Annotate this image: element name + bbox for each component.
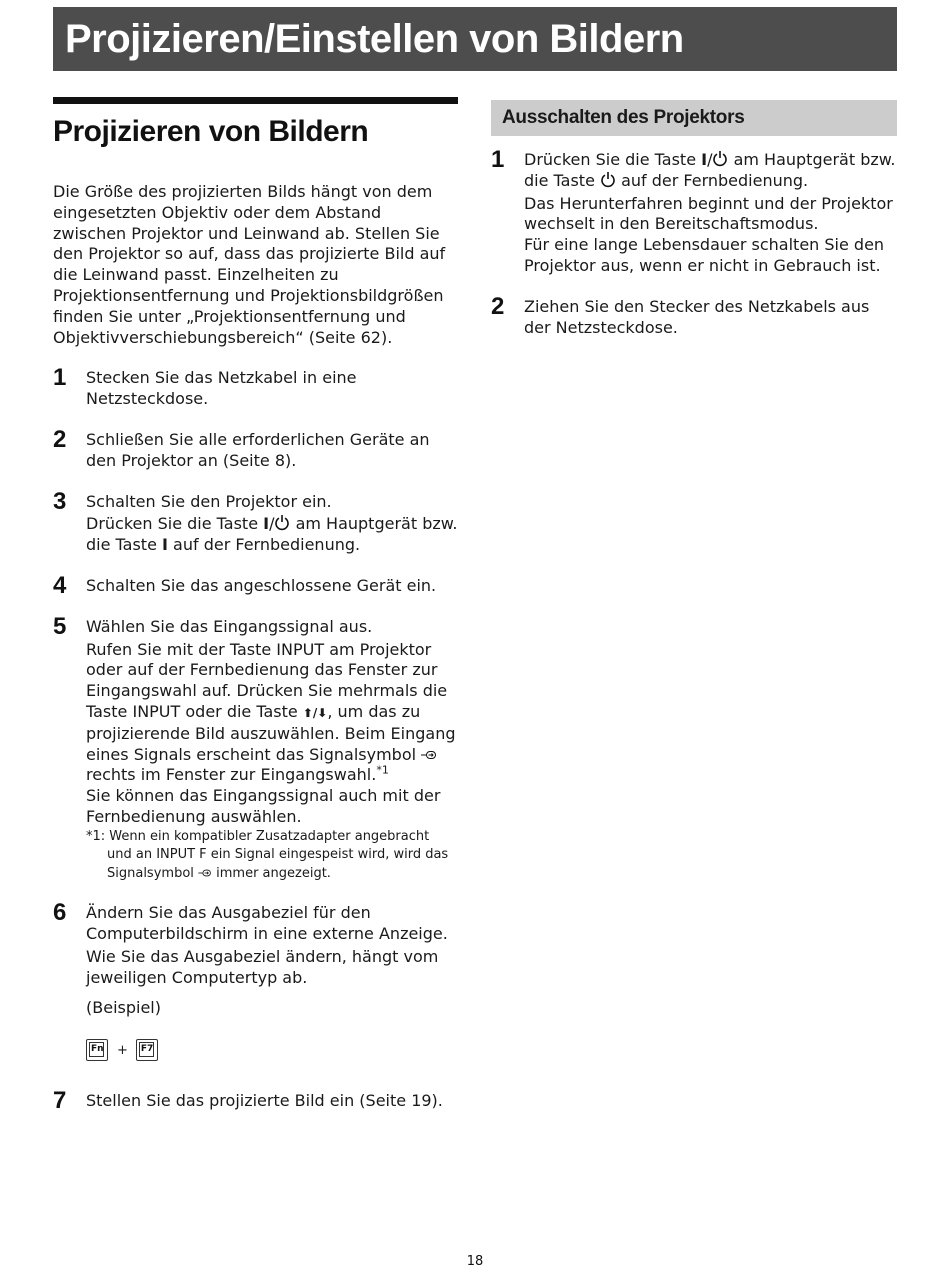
step-3 — [53, 487, 458, 556]
detail-text: auf der Fernbedienung. — [167, 535, 361, 555]
chapter-banner — [53, 7, 897, 71]
detail-text: , um das zu projizierende Bild auszuwählen. Beim Eingang eines Signals erscheint das Signalsymbol — [86, 701, 456, 764]
step-text: Schalten Sie den Projektor ein. — [86, 491, 332, 511]
step-number: 1 — [491, 146, 505, 173]
detail-text: Rufen Sie mit der Taste INPUT am Projektor oder auf der Fernbedienung das Fenster zur Eingangswahl auf. Drücken Sie mehrmals die Taste INPUT oder die Taste — [86, 639, 448, 721]
signal-input-icon — [198, 868, 212, 878]
on-key-glyph: I — [263, 514, 270, 534]
step-number: 4 — [53, 571, 67, 599]
step-5 — [53, 612, 458, 883]
step-detail — [86, 640, 458, 787]
step-text: Drücken Sie die Taste I/ am Hauptgerät bzw. die Taste auf der Fernbedienung. — [524, 150, 896, 190]
step-text: Ändern Sie das Ausgabeziel für den Computerbildschirm in eine externe Anzeige. — [86, 903, 448, 944]
example-label: (Beispiel) — [86, 998, 161, 1018]
step-detail: Für eine lange Lebensdauer schalten Sie den Projektor aus, wenn er nicht in Gebrauch ist. — [524, 235, 885, 275]
detail-text: Drücken Sie die Taste — [86, 514, 264, 534]
plus-sign: + — [117, 1042, 128, 1058]
power-icon — [600, 171, 616, 188]
up-down-arrow-icon: ⬆/⬇ — [302, 705, 328, 720]
step-number: 6 — [53, 899, 67, 927]
signal-input-icon — [421, 749, 437, 761]
step-7 — [53, 1087, 458, 1115]
subsection-heading: Ausschalten des Projektors — [502, 107, 745, 128]
step-number: 2 — [53, 425, 67, 453]
step-1 — [53, 364, 458, 410]
step-text-part: auf der Fernbedienung. — [616, 170, 809, 190]
step-4 — [53, 571, 458, 599]
step-text: Ziehen Sie den Stecker des Netzkabels aus der Netzsteckdose. — [524, 296, 870, 337]
step-text: Schließen Sie alle erforderlichen Geräte an den Projektor an (Seite 8). — [86, 429, 430, 470]
fn-key-icon — [86, 1039, 108, 1061]
left-column — [53, 97, 458, 1115]
step-detail: Sie können das Eingangssignal auch mit der Fernbedienung auswählen. — [86, 786, 441, 826]
key-label: Fn — [89, 1042, 104, 1057]
off-step-2 — [491, 292, 897, 339]
step-detail: Drücken Sie die Taste I/ am Hauptgerät bzw. die Taste I auf der Fernbedienung. — [86, 514, 458, 555]
key-label: F7 — [139, 1042, 154, 1057]
key-combination — [86, 1039, 458, 1061]
step-text: Schalten Sie das angeschlossene Gerät ein. — [86, 575, 437, 595]
on-key-glyph: I — [701, 150, 708, 169]
step-text: Wählen Sie das Eingangssignal aus. — [86, 616, 373, 636]
step-number: 2 — [491, 292, 505, 320]
footnote-text: *1: Wenn ein kompatibler Zusatzadapter angebracht und an INPUT F ein Signal eingespeist wird, wird das Signalsymbol — [86, 828, 449, 881]
step-6 — [53, 899, 458, 1061]
step-text-part: am Hauptgerät bzw. die Taste — [524, 150, 896, 190]
step-number: 5 — [53, 612, 67, 640]
step-detail: Das Herunterfahren beginnt und der Projektor wechselt in den Bereitschaftsmodus. — [524, 193, 893, 234]
step-number: 1 — [53, 364, 67, 392]
step-2 — [53, 425, 458, 472]
power-icon — [712, 150, 728, 167]
section-heading: Projizieren von Bildern — [53, 115, 369, 148]
power-icon — [274, 514, 290, 531]
step-number: 7 — [53, 1087, 67, 1115]
heading-rule — [53, 97, 458, 104]
footnote — [86, 828, 458, 884]
step-detail: Wie Sie das Ausgabeziel ändern, hängt vom jeweiligen Computertyp ab. — [86, 946, 439, 987]
step-text: Stecken Sie das Netzkabel in eine Netzsteckdose. — [86, 368, 357, 409]
chapter-title: Projizieren/Einstellen von Bildern — [65, 17, 684, 61]
on-key-glyph: I — [162, 535, 168, 555]
step-number: 3 — [53, 487, 67, 515]
page-number: 18 — [466, 1254, 484, 1269]
off-step-1 — [491, 146, 897, 277]
intro-paragraph: Die Größe des projizierten Bilds hängt von dem eingesetzten Objektiv oder dem Abstand zwischen Projektor und Leinwand ab. Stellen Sie den Projektor so auf, dass das projizierte Bild auf die Leinwand passt. Einzelheiten zu Projektionsentfernung und Projektionsbildgrößen finden Sie unter „Projektionsentfernung und Objektivverschiebungsbereich“ (Seite 62). — [53, 182, 446, 347]
detail-text: rechts im Fenster zur Eingangswahl. — [86, 765, 377, 785]
subsection-header — [491, 100, 897, 136]
f7-key-icon — [136, 1039, 158, 1061]
detail-text: am Hauptgerät bzw. die Taste — [86, 514, 458, 555]
footnote-ref: *1 — [376, 764, 389, 777]
right-column — [491, 100, 897, 338]
step-text-part: Drücken Sie die Taste — [524, 150, 702, 169]
step-text: Stellen Sie das projizierte Bild ein (Seite 19). — [86, 1091, 443, 1111]
footnote-text: immer angezeigt. — [212, 865, 331, 881]
